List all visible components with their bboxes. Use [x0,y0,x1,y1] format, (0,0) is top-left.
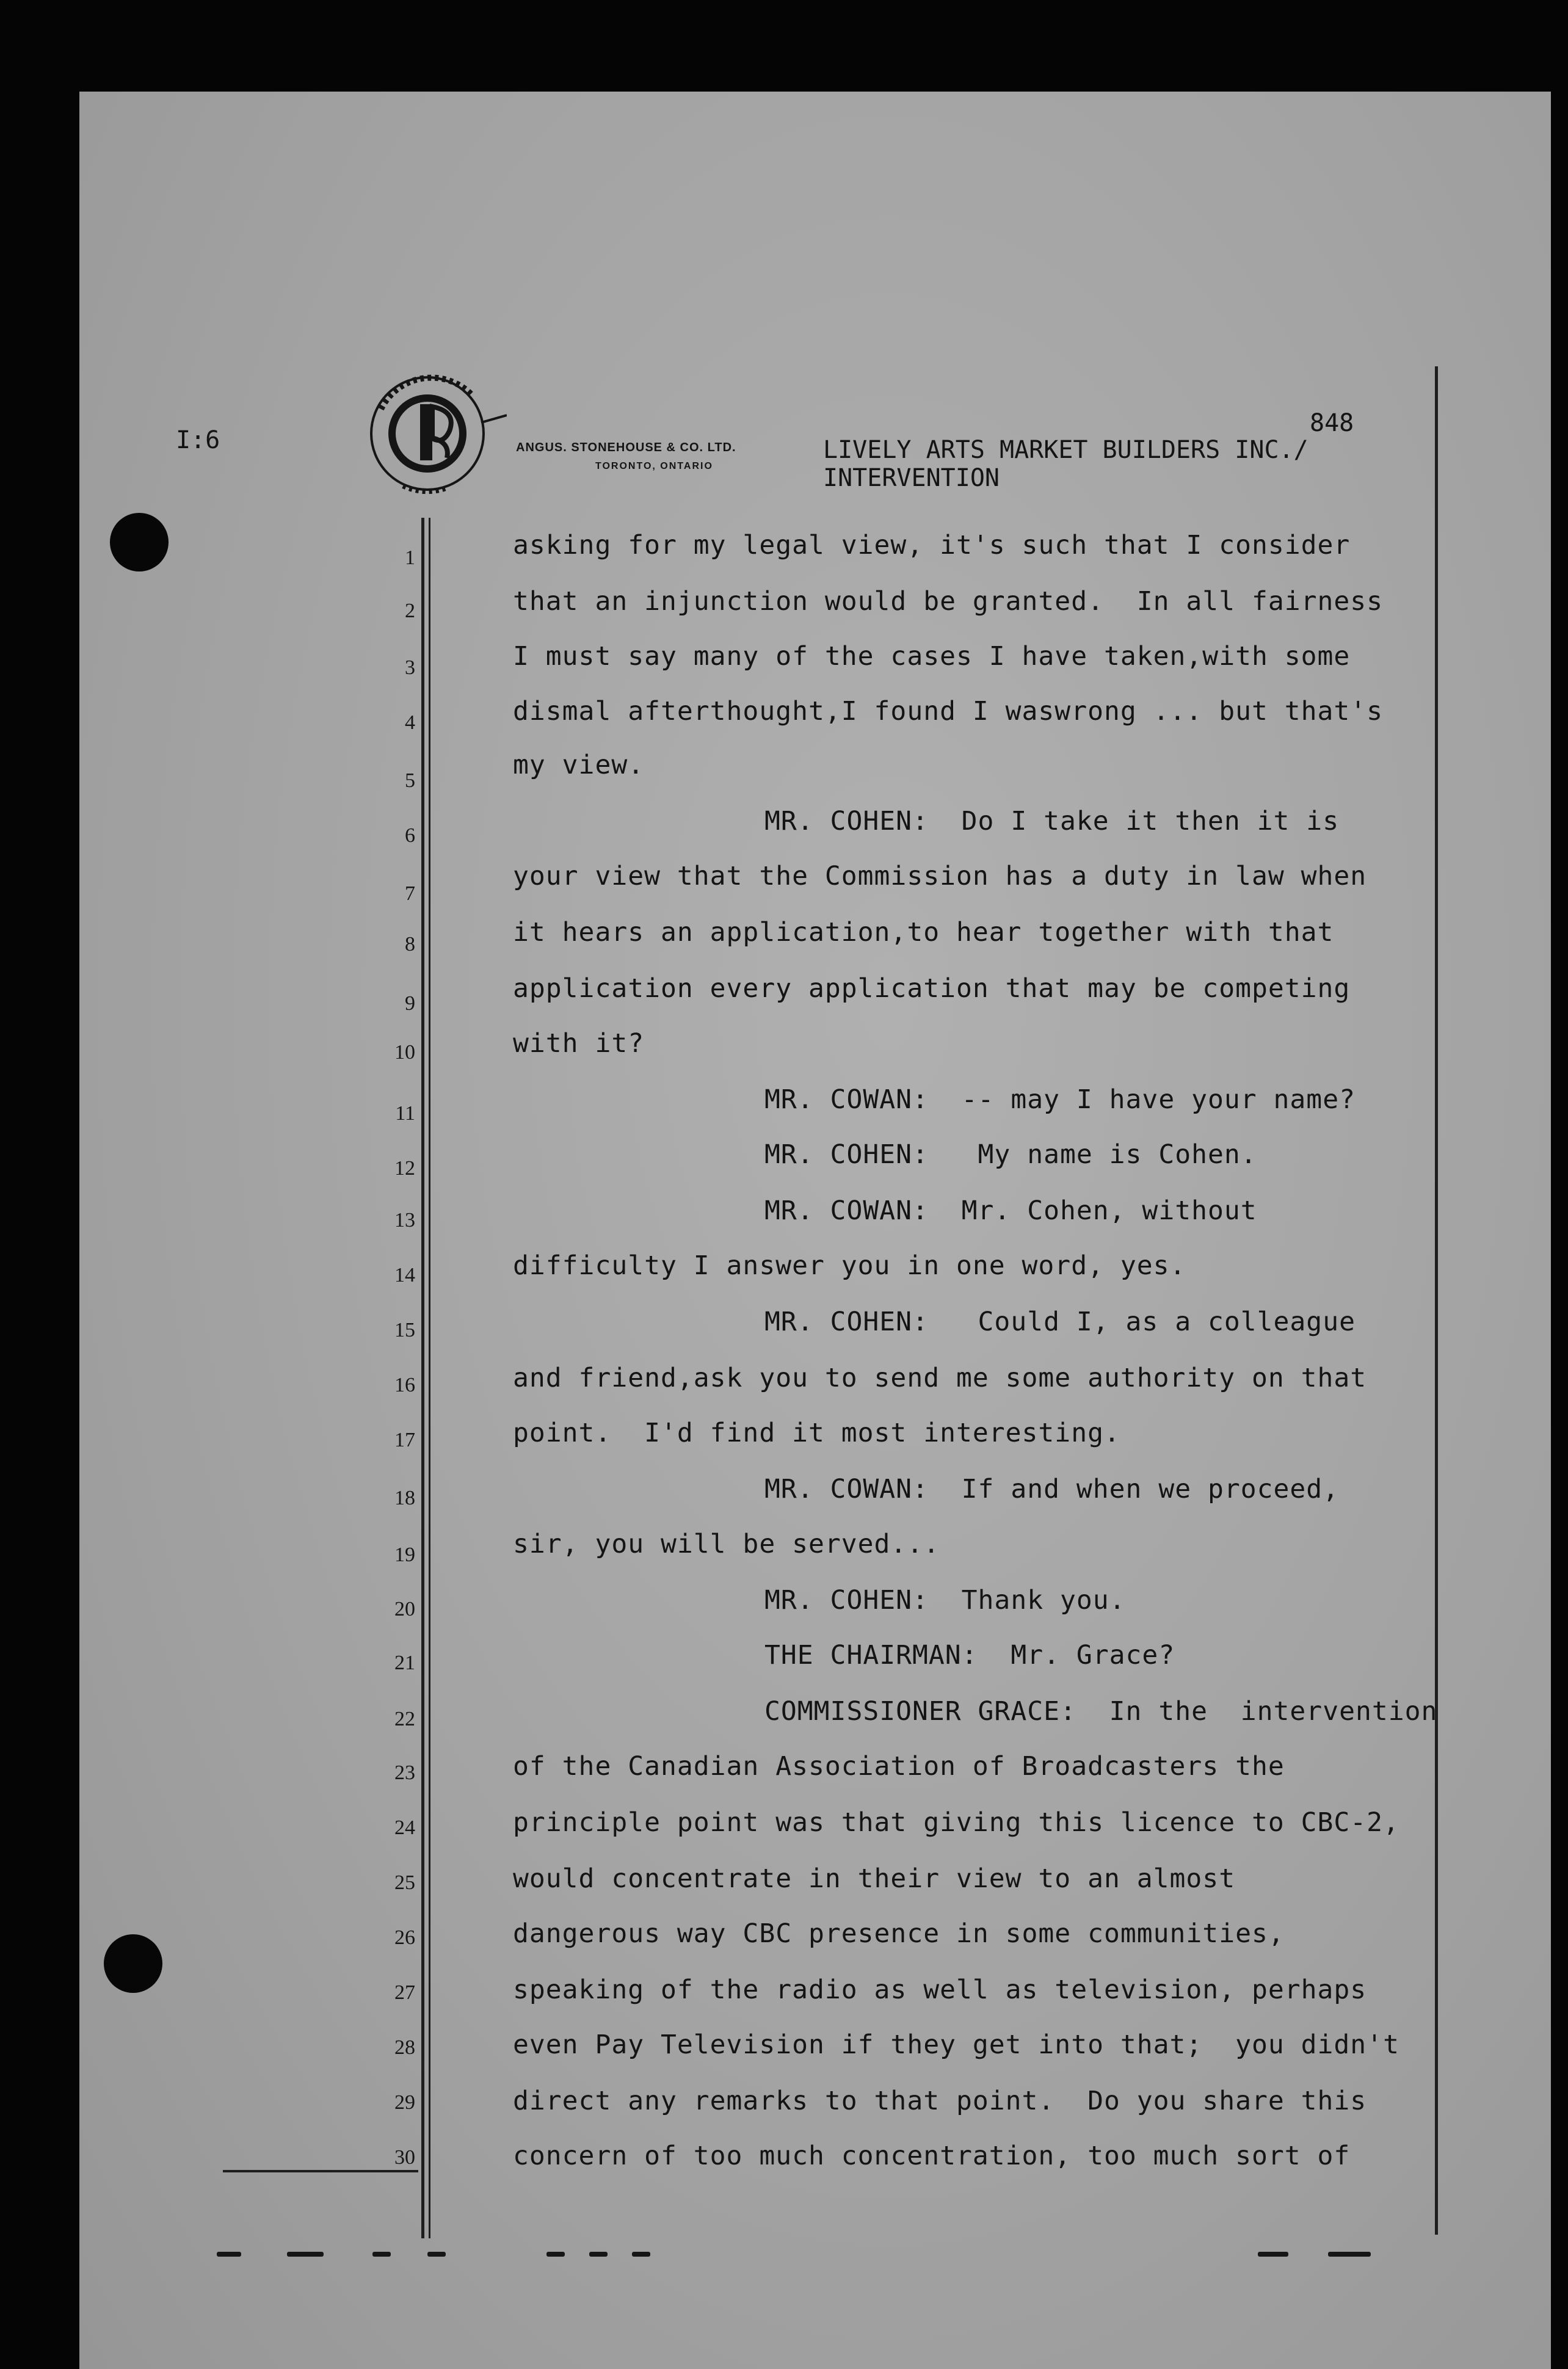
right-margin-rule [1435,366,1438,2235]
transcript-line: sir, you will be served... [513,1529,940,1559]
transcript-line: MR. COHEN: Do I take it then it is [764,806,1340,836]
footer-dash [589,2252,608,2257]
footer-dash [546,2252,565,2257]
footer-rule [223,2170,418,2172]
line-number: 25 [394,1871,415,1894]
line-number: 1 [405,546,415,569]
line-number: 14 [394,1264,415,1286]
transcript-line: THE CHAIRMAN: Mr. Grace? [764,1640,1175,1671]
transcript-line: and friend,ask you to send me some authority on that [513,1363,1367,1393]
line-number: 15 [394,1319,415,1341]
line-number: 3 [405,656,415,679]
footer-dash [217,2252,241,2257]
transcript-line: of the Canadian Association of Broadcasters the [513,1751,1285,1782]
footer-dash [632,2252,650,2257]
transcript-line: dismal afterthought,I found I waswrong ... but that's [513,696,1384,727]
transcript-line: application every application that may be competing [513,973,1351,1004]
line-number: 16 [394,1374,415,1396]
header-title: LIVELY ARTS MARKET BUILDERS INC./ [823,436,1308,464]
line-number: 7 [405,882,415,905]
line-number: 9 [405,992,415,1015]
margin-mark: I:6 [176,426,220,454]
transcript-line: MR. COHEN: My name is Cohen. [764,1139,1257,1170]
line-number: 17 [394,1429,415,1451]
transcript-line: MR. COWAN: -- may I have your name? [764,1084,1356,1115]
footer-dash [1258,2252,1288,2257]
publisher-city: TORONTO, ONTARIO [595,461,713,471]
line-number: 10 [394,1041,415,1064]
footer-dash [287,2252,324,2257]
line-number: 30 [394,2146,415,2169]
transcript-line: I must say many of the cases I have taken,with some [513,641,1351,672]
transcript-line: with it? [513,1028,645,1059]
line-number: 4 [405,711,415,734]
line-number: 13 [394,1209,415,1232]
line-number: 6 [405,824,415,847]
line-number: 21 [394,1652,415,1674]
transcript-line: principle point was that giving this licence to CBC-2, [513,1807,1399,1838]
punch-hole-bottom [104,1934,162,1993]
transcript-line: dangerous way CBC presence in some communities, [513,1918,1285,1949]
transcript-line: difficulty I answer you in one word, yes. [513,1250,1186,1281]
transcript-line: your view that the Commission has a duty in law when [513,861,1367,891]
line-number: 8 [405,933,415,956]
line-number: 27 [394,1981,415,2004]
header-subtitle: INTERVENTION [823,464,1000,492]
page-number: 848 [1310,409,1354,437]
transcript-line: that an injunction would be granted. In all fairness [513,586,1384,617]
transcript-line: even Pay Television if they get into that; you didn't [513,2030,1399,2060]
transcript-line: MR. COHEN: Thank you. [764,1585,1126,1616]
transcript-line: COMMISSIONER GRACE: In the intervention [764,1696,1438,1727]
punch-hole-top [110,513,169,571]
line-number: 11 [395,1102,415,1125]
line-number: 23 [394,1761,415,1784]
line-number: 29 [394,2091,415,2114]
line-number: 18 [394,1487,415,1509]
transcript-line: MR. COWAN: If and when we proceed, [764,1474,1340,1504]
transcript-line: direct any remarks to that point. Do you share this [513,2086,1367,2116]
transcript-line: would concentrate in their view to an almost [513,1863,1236,1894]
transcript-line: speaking of the radio as well as television, perhaps [513,1975,1367,2005]
left-margin-rule-inner [429,518,430,2238]
publisher-name: ANGUS. STONEHOUSE & CO. LTD. [516,441,736,454]
publisher-seal-logo [360,366,507,513]
line-number: 26 [394,1926,415,1949]
line-number: 2 [405,600,415,622]
transcript-line: asking for my legal view, it's such that I consider [513,530,1351,561]
line-number: 22 [394,1708,415,1730]
line-number: 20 [394,1598,415,1620]
transcript-line: point. I'd find it most interesting. [513,1418,1120,1448]
line-number: 28 [394,2036,415,2059]
transcript-line: concern of too much concentration, too much sort of [513,2141,1351,2171]
line-number: 24 [394,1816,415,1839]
line-number: 5 [405,769,415,792]
footer-dash [1328,2252,1371,2257]
transcript-line: my view. [513,750,645,780]
left-margin-rule [421,518,424,2238]
transcript-line: it hears an application,to hear together with that [513,917,1334,948]
footer-dash [372,2252,391,2257]
transcript-line: MR. COHEN: Could I, as a colleague [764,1307,1356,1337]
transcript-line: MR. COWAN: Mr. Cohen, without [764,1195,1257,1226]
line-number: 19 [394,1544,415,1566]
line-number: 12 [394,1157,415,1180]
footer-dash [427,2252,446,2257]
